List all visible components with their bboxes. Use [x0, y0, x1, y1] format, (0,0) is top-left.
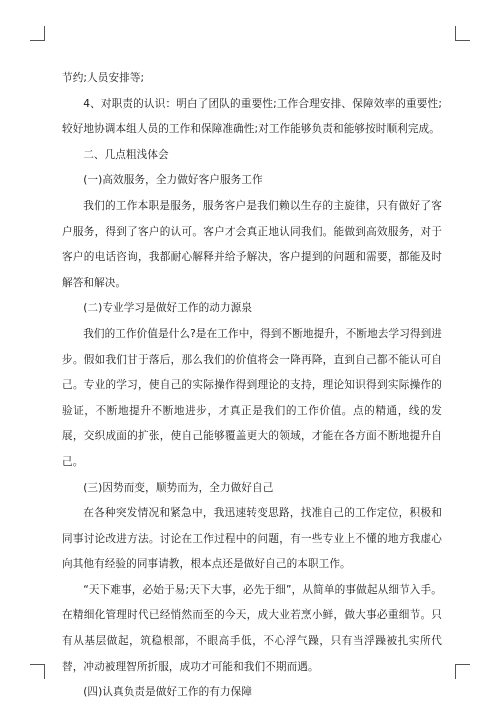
subsection-heading: (二)专业学习是做好工作的动力源泉	[83, 302, 253, 315]
paragraph: 我们的工作本职是服务，服务客户是我们赖以生存的主旋律，只有做好了客户服务，得到了客户的认可。客户才会真正地认同我们。能做到高效服务，对于客户的电话咨询，我都耐心解释并给予解决，客户提到的问题和需要，都能及时解答和解决。	[62, 199, 442, 289]
paragraph: 在各种突发情况和紧急中，我迅速转变思路，找准自己的工作定位，积极和同事讨论改进方法。讨论在工作过程中的问题，有一些专业上不懂的地方我虚心向其他有经验的同事请教，根本点还是做好自己的本职工作。	[62, 507, 442, 571]
subsection-heading: (一)高效服务，全力做好客户服务工作	[83, 174, 263, 187]
crop-mark-top-left	[30, 26, 45, 41]
crop-mark-bottom-left	[30, 664, 45, 679]
document-body	[62, 66, 442, 706]
section-heading: 二、几点粗浅体会	[83, 148, 169, 161]
crop-mark-top-right	[455, 26, 470, 41]
subsection-heading: (四)认真负责是做好工作的有力保障	[83, 686, 253, 699]
paragraph: “天下难事，必始于易;天下大事，必先于细”，从简单的事做起从细节入手。在精细化管理时代已经悄然而至的今天，成大业若烹小鲜，做大事必重细节。只有从基层做起，筑稳根部，不眼高手低，不心浮气躁，只有当浮躁被扎实所代替，冲动被理智所折服，成功才可能和我们不期而遇。	[62, 583, 442, 673]
paragraph: 4、对职责的认识：明白了团队的重要性;工作合理安排、保障效率的重要性;较好地协调本组人员的工作和保障准确性;对工作能够负责和能够按时顺利完成。	[62, 97, 442, 136]
crop-mark-bottom-right	[455, 664, 470, 679]
paragraph: 节约;人员安排等;	[62, 72, 145, 84]
paragraph: 我们的工作价值是什么?是在工作中，得到不断地提升，不断地去学习得到进步。假如我们甘于落后，那么我们的价值将会一降再降，直到自己都不能认可自己。专业的学习，使自己的实际操作得到理论的支持，理论知识得到实际操作的验证，不断地提升不断地进步，才真正是我们的工作价值。点的精通，线的发展，交织成面的扩张，使自己能够覆盖更大的领域，才能在各方面不断地提升自己。	[62, 327, 442, 468]
subsection-heading: (三)因势而变，顺势而为，全力做好自己	[83, 481, 274, 494]
